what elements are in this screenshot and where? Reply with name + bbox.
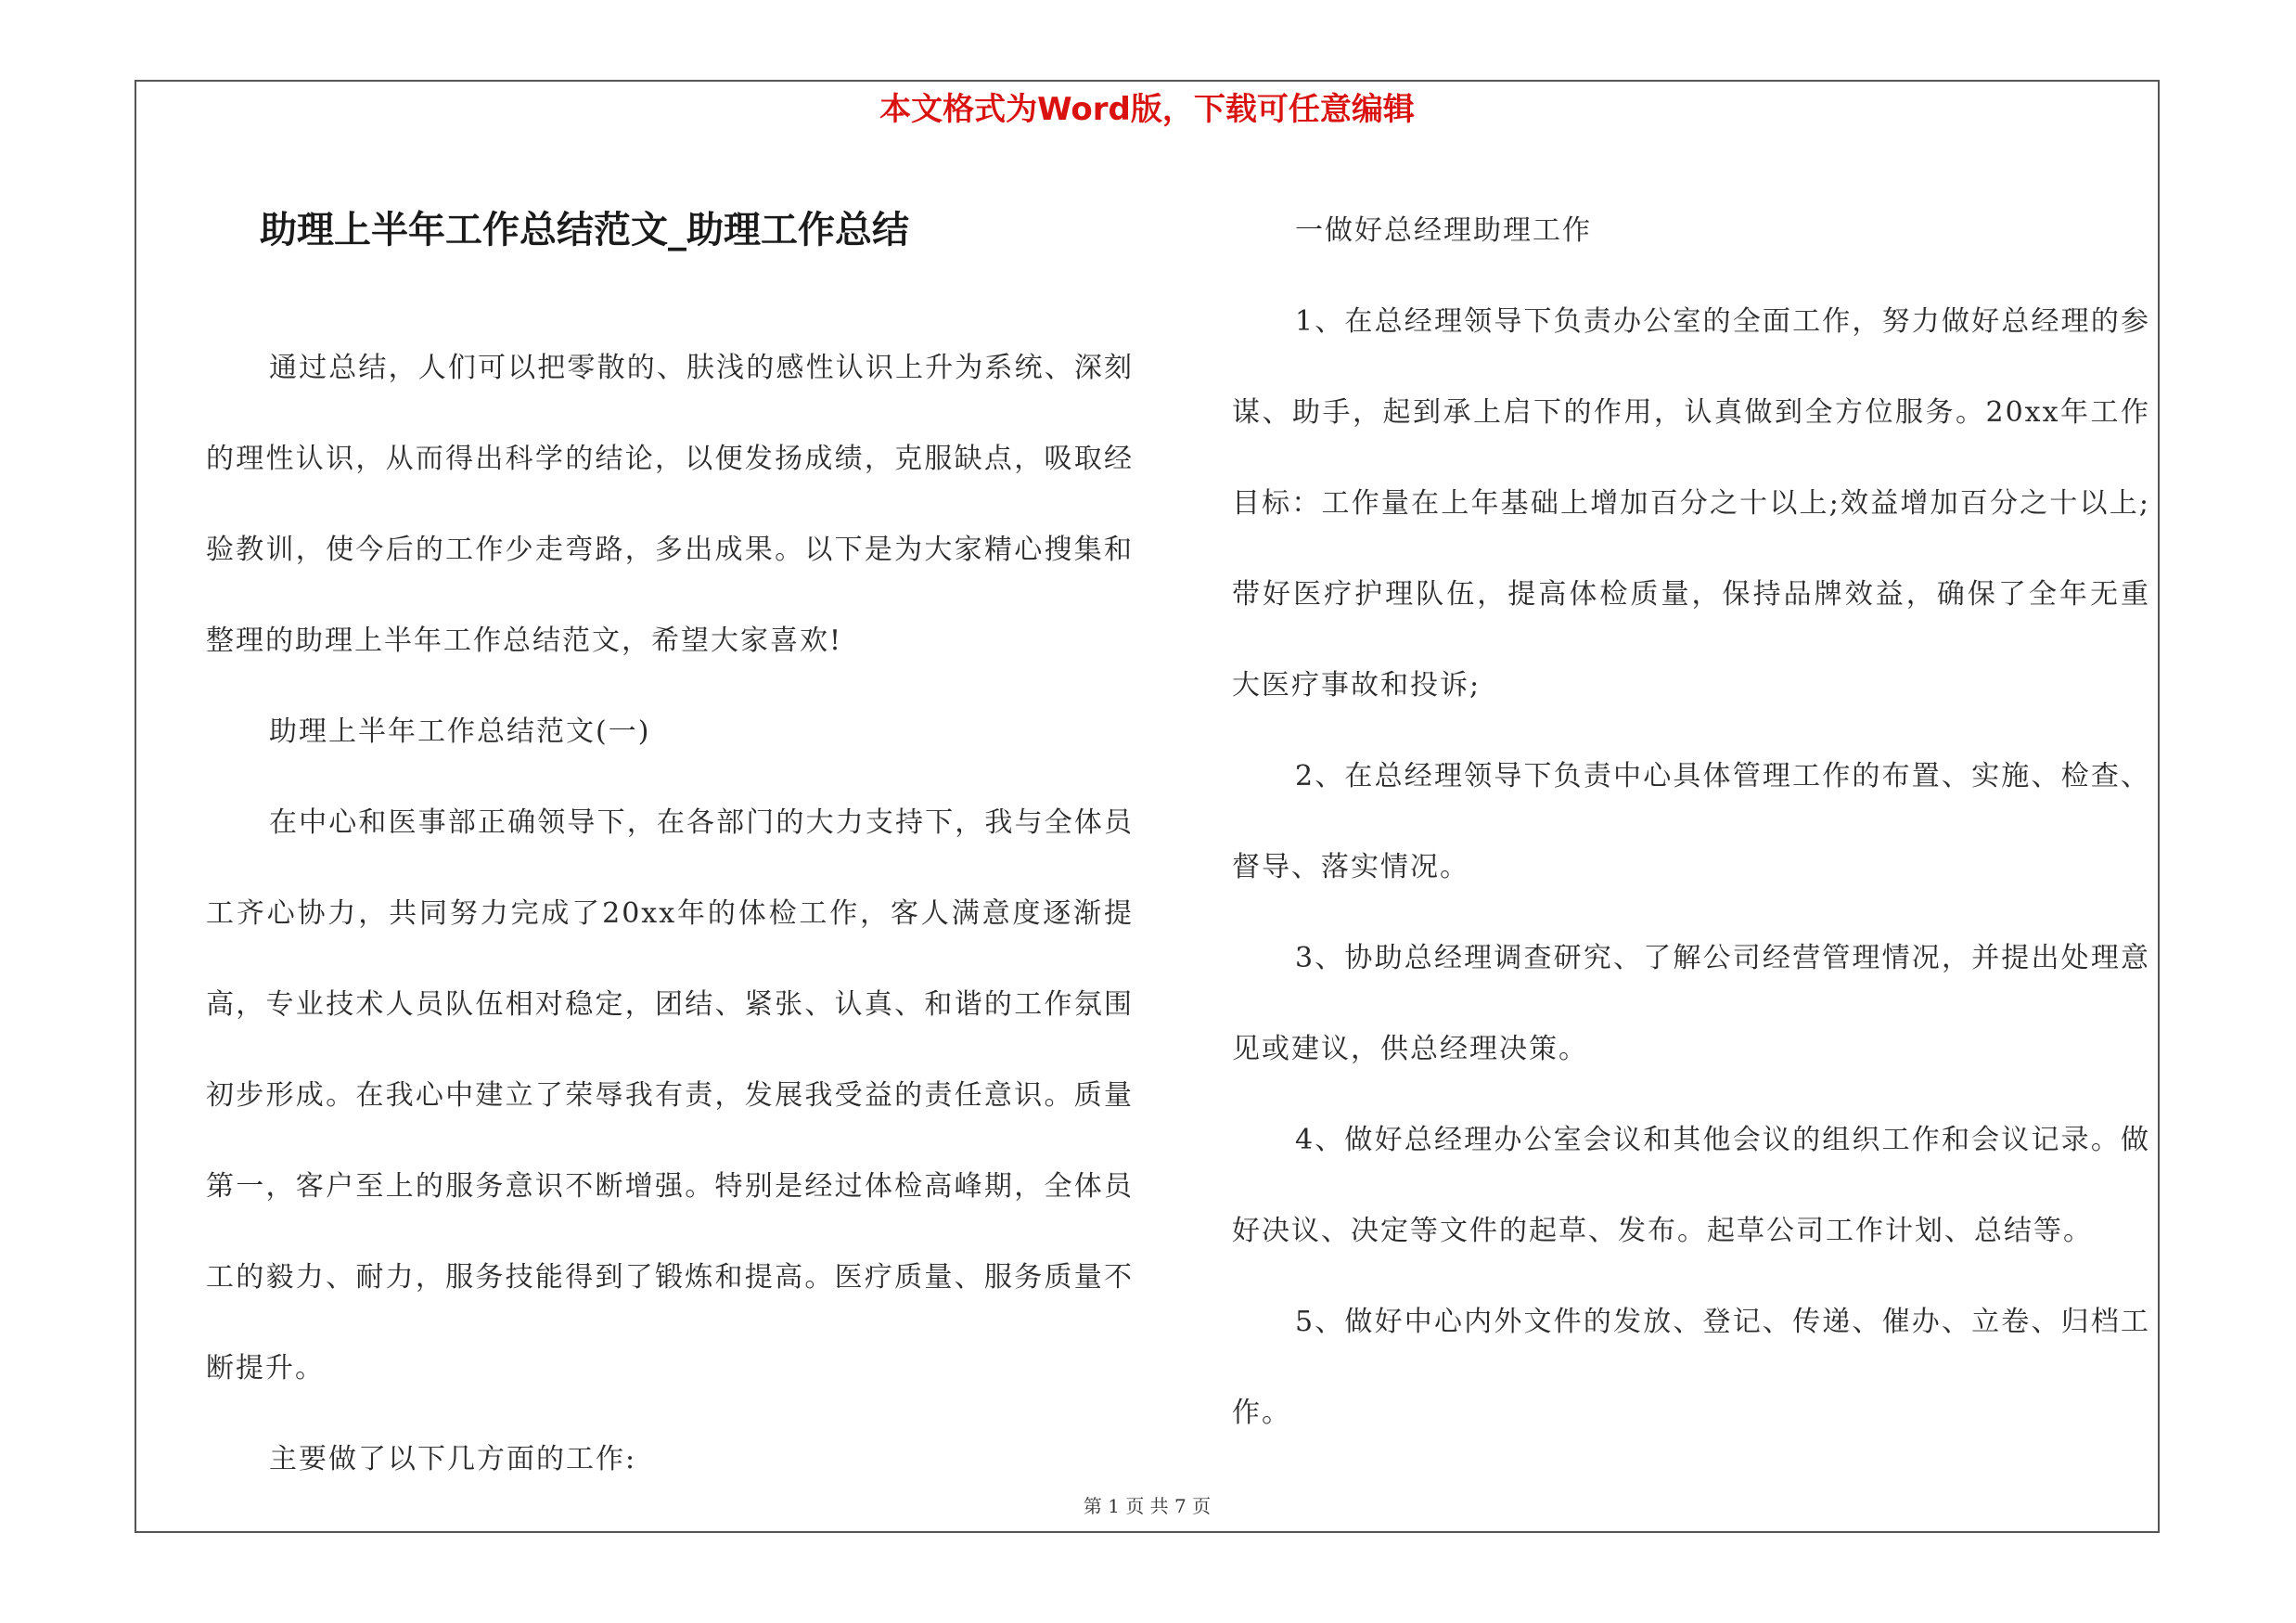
word-format-banner: 本文格式为Word版，下载可任意编辑 [879, 91, 1415, 128]
paragraph: 在中心和医事部正确领导下，在各部门的大力支持下，我与全体员工齐心协力，共同努力完成了20xx年的体检工作，客人满意度逐渐提高，专业技术人员队伍相对稳定，团结、紧张、认真、和谐的工作氛围初步形成。在我心中建立了荣辱我有责，发展我受益的责任意识。质量第一，客户至上的服务意识不断增强。特别是经过体检高峰期，全体员工的毅力、耐力，服务技能得到了锻炼和提高。医疗质量、服务质量不断提升。 [206, 806, 1134, 1385]
list-item: 1、在总经理领导下负责办公室的全面工作，努力做好总经理的参谋、助手，起到承上启下的作用，认真做到全方位服务。20xx年工作目标：工作量在上年基础上增加百分之十以上;效益增加百分之十以上;带好医疗护理队伍，提高体检质量，保持品牌效益，确保了全年无重大医疗事故和投诉; [1232, 305, 2150, 702]
paragraph: 主要做了以下几方面的工作: [269, 1443, 637, 1475]
list-item: 2、在总经理领导下负责中心具体管理工作的布置、实施、检查、督导、落实情况。 [1232, 760, 2150, 883]
list-item: 4、做好总经理办公室会议和其他会议的组织工作和会议记录。做好决议、决定等文件的起草、发布。起草公司工作计划、总结等。 [1232, 1124, 2150, 1247]
left-column [206, 323, 1134, 1505]
list-item: 5、做好中心内外文件的发放、登记、传递、催办、立卷、归档工作。 [1232, 1306, 2150, 1429]
document-title: 助理上半年工作总结范文_助理工作总结 [260, 209, 909, 251]
page-number-footer: 第 1 页 共 7 页 [1083, 1495, 1212, 1517]
right-column [1232, 186, 2150, 1459]
paragraph: 通过总结，人们可以把零散的、肤浅的感性认识上升为系统、深刻的理性认识，从而得出科学的结论，以便发扬成绩，克服缺点，吸取经验教训，使今后的工作少走弯路，多出成果。以下是为大家精心搜集和整理的助理上半年工作总结范文，希望大家喜欢! [206, 352, 1134, 657]
section-heading: 助理上半年工作总结范文(一) [269, 715, 651, 748]
list-item: 3、协助总经理调查研究、了解公司经营管理情况，并提出处理意见或建议，供总经理决策。 [1232, 942, 2150, 1065]
section-heading: 一做好总经理助理工作 [1295, 214, 1592, 247]
